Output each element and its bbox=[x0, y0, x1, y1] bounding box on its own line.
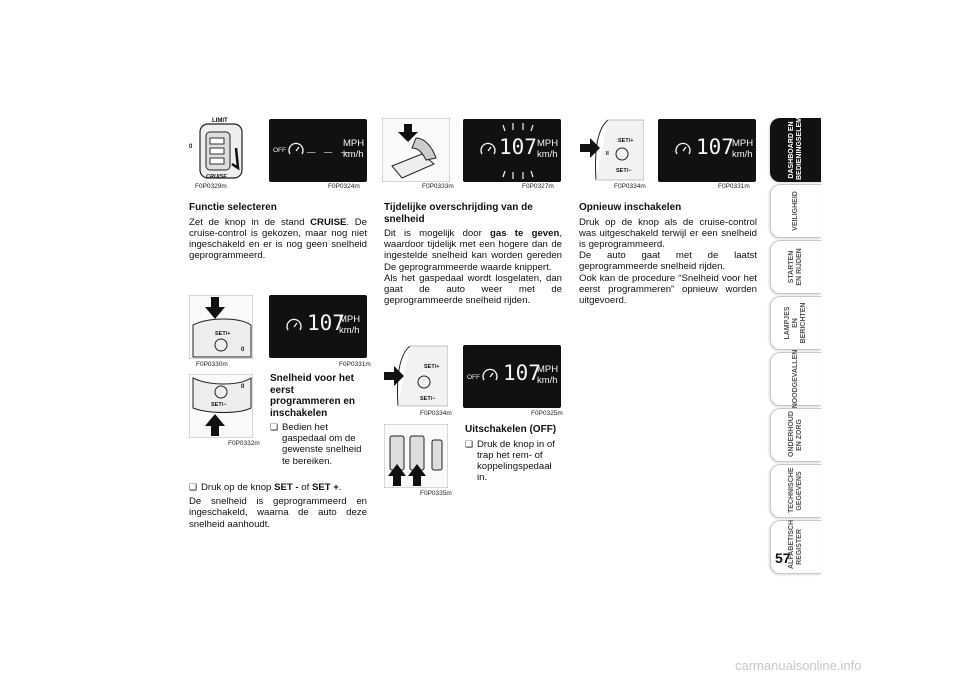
figure-caption: F0P0334m bbox=[420, 410, 452, 417]
display-unit-kmh: km/h bbox=[537, 149, 558, 160]
tab-label: NOODGEVALLEN bbox=[792, 349, 799, 409]
tab-lights-messages[interactable] bbox=[770, 296, 821, 350]
lever-zero-label: 0 bbox=[241, 384, 245, 390]
speed-display-flashing bbox=[463, 119, 561, 182]
lever-limit-label: LIMIT bbox=[212, 118, 228, 124]
display-unit-mph: MPH bbox=[343, 138, 365, 149]
figure-brake-clutch-pedals bbox=[384, 424, 448, 488]
text-run: Zet de knop in de stand bbox=[189, 216, 311, 228]
section-function-select bbox=[189, 202, 367, 261]
display-unit-kmh: km/h bbox=[732, 149, 753, 160]
cruise-lever-illustration bbox=[186, 118, 254, 182]
tab-label: ALFABETISCH REGISTER bbox=[788, 520, 803, 569]
speed-display-on bbox=[658, 119, 756, 182]
section-first-programming bbox=[270, 373, 367, 467]
section-temporary-overspeed bbox=[384, 202, 562, 306]
display-unit-mph: MPH bbox=[732, 138, 754, 149]
figure-cruise-lever-limit bbox=[186, 118, 254, 182]
figure-caption: F0P0330m bbox=[196, 361, 228, 368]
figure-caption: F0P0325m bbox=[531, 410, 563, 417]
tab-label: TECHNISCHE GEGEVENS bbox=[788, 467, 803, 513]
display-speed-value: 107 bbox=[696, 135, 734, 159]
display-speed-value: 107 bbox=[499, 135, 537, 159]
bullet-item bbox=[189, 482, 367, 493]
section-paragraph: De snelheid is geprogrammeerd en ingeschakeld, waarna de auto deze snelheid aanhoudt. bbox=[189, 496, 367, 530]
display-unit-kmh: km/h bbox=[537, 375, 558, 386]
tab-label: ONDERHOUD EN ZORG bbox=[788, 411, 803, 457]
lever-ii-label: II bbox=[606, 151, 609, 157]
tab-safety[interactable] bbox=[770, 184, 821, 238]
section-heading: Tijdelijke overschrijding van de snelheid bbox=[384, 202, 533, 225]
tab-label: STARTEN EN RIJDEN bbox=[788, 248, 803, 286]
page-number: 57 bbox=[775, 550, 791, 566]
section-paragraph: Druk op de knop als de cruise-control was uitgeschakeld terwijl er een snelheid is geprogrammeerd. bbox=[579, 216, 757, 250]
display-speed-value: 107 bbox=[307, 311, 345, 335]
speedometer-icon bbox=[285, 317, 303, 333]
text-run: Dit is mogelijk door bbox=[384, 228, 491, 239]
watermark: carmanualsonline.info bbox=[735, 658, 862, 673]
bullet-item: ❏ Bedien het gaspedaal om de gewenste snelheid te bereiken. bbox=[270, 422, 367, 467]
figure-button-press bbox=[384, 344, 448, 408]
speedometer-icon bbox=[481, 367, 499, 383]
speedometer-icon bbox=[287, 141, 305, 157]
bullet-item: ❏ Druk de knop in of trap het rem- of koppelingspedaal in. bbox=[465, 439, 562, 484]
display-off-label: OFF bbox=[273, 147, 286, 154]
speedometer-icon bbox=[479, 141, 497, 157]
speed-display-off-programmed bbox=[463, 345, 561, 408]
figure-accelerator-pedal bbox=[382, 118, 450, 182]
text-run-bold: CRUISE bbox=[310, 216, 347, 228]
pedal-illustration bbox=[382, 118, 450, 182]
text-run: , waardoor tijdelijk met een hogere dan de ingestelde snelheid kan worden gereden De geprogrammeerde waarde knippert. bbox=[384, 228, 562, 273]
figure-caption: F0P0333m bbox=[422, 183, 454, 190]
tab-label: DASHBOARD EN BEDIENINGSELEMENTEN bbox=[788, 93, 803, 180]
speedometer-icon bbox=[674, 141, 692, 157]
pedals-illustration bbox=[384, 424, 448, 488]
lever-set-illustration bbox=[580, 118, 644, 182]
display-unit-kmh: km/h bbox=[339, 325, 360, 336]
figure-set-plus-lever bbox=[189, 295, 253, 359]
lever-press-illustration bbox=[384, 344, 448, 408]
display-speed-value: 107 bbox=[503, 361, 541, 385]
speed-display-programmed bbox=[269, 295, 367, 358]
tab-technical-data[interactable] bbox=[770, 464, 821, 518]
section-paragraph bbox=[384, 228, 562, 273]
figure-caption: F0P0334m bbox=[614, 183, 646, 190]
text-run: . De cruise-control is gekozen, maar nog niet ingeschakeld en er is nog geen snelheid geprogrammeerd. bbox=[189, 216, 367, 262]
display-off-label: OFF bbox=[467, 374, 480, 381]
text-run: . bbox=[338, 482, 342, 493]
section-heading: Uitschakelen (OFF) bbox=[465, 424, 557, 435]
speed-display-off bbox=[269, 119, 367, 182]
section-switch-off bbox=[465, 424, 562, 483]
display-unit-mph: MPH bbox=[537, 364, 559, 375]
text-run: Druk op de knop bbox=[201, 482, 275, 493]
lever-zero-label: 0 bbox=[189, 144, 193, 150]
section-re-engage bbox=[579, 202, 757, 306]
lever-set-minus-label: SET/− bbox=[420, 396, 436, 402]
figure-caption: F0P0329m bbox=[195, 183, 227, 190]
figure-caption: F0P0331m bbox=[718, 183, 750, 190]
section-paragraph bbox=[189, 217, 367, 262]
section-set-bullet bbox=[189, 482, 367, 530]
section-paragraph: Als het gaspedaal wordt losgelaten, dan gaat de auto weer met de geprogrammeerde snelheid rijden. bbox=[384, 272, 562, 307]
figure-caption: F0P0324m bbox=[328, 183, 360, 190]
text-run-bold: gas te geven bbox=[490, 228, 560, 239]
figure-set-minus-lever bbox=[189, 374, 253, 438]
lever-cruise-label: CRUISE bbox=[206, 174, 227, 180]
section-paragraph: Ook kan de procedure “Snelheid voor het eerst programmeren” opnieuw worden uitgevoerd. bbox=[579, 272, 757, 306]
section-paragraph: De auto gaat met de laatst geprogrammeerde snelheid rijden. bbox=[579, 250, 757, 273]
text-run: of bbox=[298, 482, 312, 493]
lever-set-plus-label: SET/+ bbox=[618, 138, 634, 144]
section-heading: Snelheid voor het eerst programmeren en inschakelen bbox=[270, 373, 356, 419]
section-heading: Functie selecteren bbox=[189, 202, 277, 213]
display-unit-mph: MPH bbox=[537, 138, 559, 149]
tab-starting-driving[interactable] bbox=[770, 240, 821, 294]
text-run-bold: SET + bbox=[311, 482, 339, 493]
lever-set-plus-label: SET/+ bbox=[424, 364, 440, 370]
lever-set-plus-label: SET/+ bbox=[215, 331, 231, 337]
tab-emergencies[interactable] bbox=[770, 349, 821, 409]
lever-set-minus-label: SET/− bbox=[616, 168, 632, 174]
tab-label: LAMPJES EN BERICHTEN bbox=[784, 302, 807, 344]
figure-caption: F0P0327m bbox=[522, 183, 554, 190]
display-unit-mph: MPH bbox=[339, 314, 361, 325]
display-unit-kmh: km/h bbox=[343, 149, 364, 160]
figure-set-button bbox=[580, 118, 644, 182]
lever-set-minus-label: SET/− bbox=[211, 402, 227, 408]
tab-dashboard[interactable] bbox=[770, 93, 821, 182]
figure-caption: F0P0335m bbox=[420, 490, 452, 497]
section-heading: Opnieuw inschakelen bbox=[579, 202, 682, 213]
figure-caption: F0P0332m bbox=[228, 440, 260, 447]
lever-zero-label: 0 bbox=[241, 347, 245, 353]
tab-label: VEILIGHEID bbox=[792, 191, 799, 231]
text-run-bold: SET - bbox=[274, 482, 299, 493]
display-speed-value: _ _ _ bbox=[307, 137, 350, 153]
tab-maintenance[interactable] bbox=[770, 408, 821, 462]
figure-caption: F0P0331m bbox=[339, 361, 371, 368]
